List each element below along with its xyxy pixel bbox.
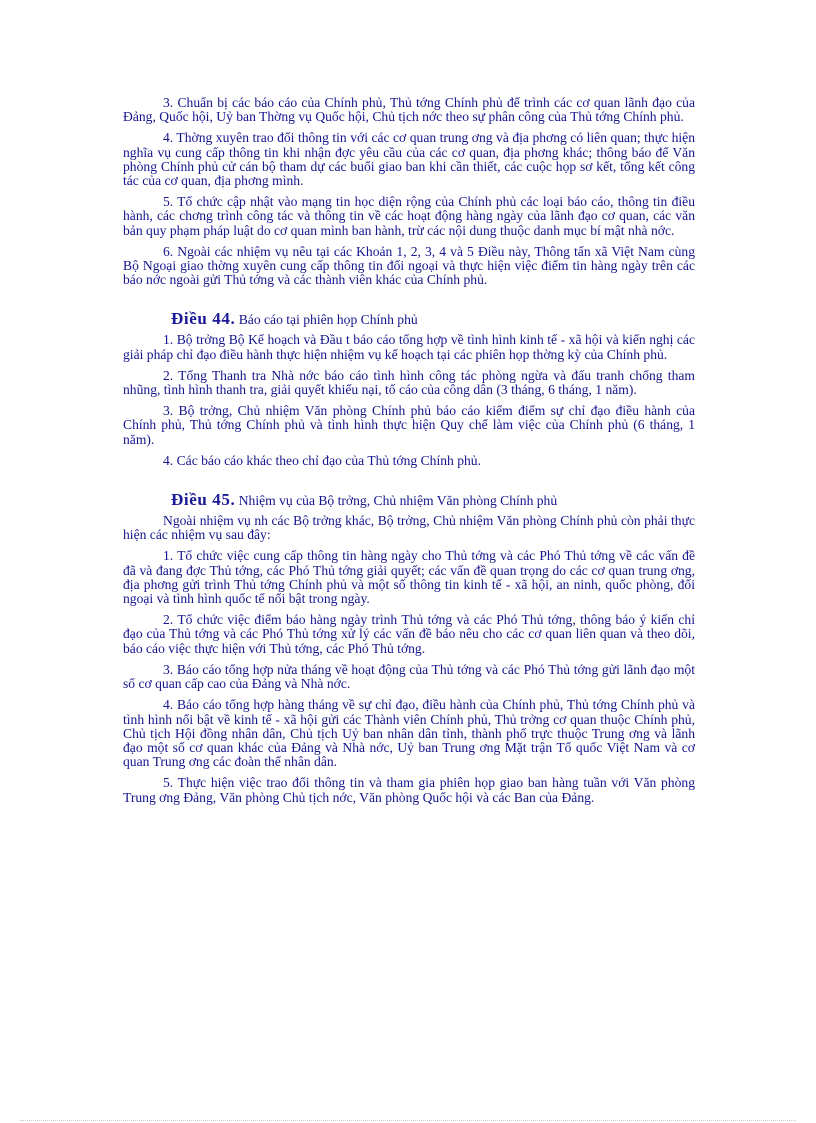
paragraph: 2. Tổ chức việc điểm báo hàng ngày trình Thủ tớng và các Phó Thủ tớng, thông báo ý kiến chỉ đạo của Thủ tớng và các Phó Thủ tớng xử lý các vấn đề báo nêu cho các cơ quan liên quan và theo dõi, báo cáo việc thực hiện với Thủ tớng, các Phó Thủ tớng. xyxy=(123,612,695,656)
paragraph: 6. Ngoài các nhiệm vụ nêu tại các Khoản 1, 2, 3, 4 và 5 Điều này, Thông tấn xã Việt Nam cùng Bộ Ngoại giao thờng xuyên cung cấp thông tin đối ngoại và thực hiện việc điểm tin hàng ngày trên các báo nớc ngoài gửi Thủ tớng và các thành viên khác của Chính phủ. xyxy=(123,243,695,288)
paragraph: 4. Báo cáo tổng hợp hàng tháng về sự chỉ đạo, điều hành của Chính phủ, Thủ tớng Chính phủ và tình hình nổi bật về kinh tế - xã hội gửi các Thành viên Chính phủ, Thủ trởng cơ quan thuộc Chính phủ, Chủ tịch Hội đồng nhân dân, Chủ tịch Uỷ ban nhân dân tỉnh, thành phố trực thuộc Trung ơng và lãnh đạo một số cơ quan khác của Đảng và Nhà nớc, Uỷ ban Trung ơng Mặt trận Tổ quốc Việt Nam và cơ quan Trung ơng các đoàn thể nhân dân. xyxy=(123,697,695,770)
paragraph: 3. Bộ trởng, Chủ nhiệm Văn phòng Chính phủ báo cáo kiểm điểm sự chỉ đạo điều hành của Chính phủ, Thủ tớng Chính phủ và tình hình thực hiện Quy chế làm việc của Chính phủ (6 tháng, 1 năm). xyxy=(123,403,695,447)
paragraph: 5. Thực hiện việc trao đổi thông tin và tham gia phiên họp giao ban hàng tuần với Văn phòng Trung ơng Đảng, Văn phòng Chủ tịch nớc, Văn phòng Quốc hội và các Ban của Đảng. xyxy=(123,775,695,805)
article-title: Báo cáo tại phiên họp Chính phủ xyxy=(238,312,418,328)
paragraph: 5. Tổ chức cập nhật vào mạng tin học diện rộng của Chính phủ các loại báo cáo, thông tin điều hành, các chơng trình công tác và thông tin về các hoạt động hàng ngày của lãnh đạo cơ quan, các văn bản quy phạm pháp luật do cơ quan mình ban hành, trừ các nội dung thuộc danh mục bí mật nhà nớc. xyxy=(123,194,695,238)
paragraph: 4. Thờng xuyên trao đổi thông tin với các cơ quan trung ơng và địa phơng có liên quan; thực hiện nghĩa vụ cung cấp thông tin khi nhận đợc yêu cầu của các cơ quan, địa phơng khác; thông báo để Văn phòng Chính phủ cử cán bộ tham dự các buổi giao ban khi cần thiết, các cuộc họp sơ kết, tổng kết công tác của cơ quan, địa phơng mình. xyxy=(123,130,695,189)
article-title: Nhiệm vụ của Bộ trởng, Chủ nhiệm Văn phòng Chính phủ xyxy=(238,493,558,509)
section-spacer xyxy=(123,475,695,491)
paragraph: Ngoài nhiệm vụ nh các Bộ trởng khác, Bộ trởng, Chủ nhiệm Văn phòng Chính phủ còn phải thực hiện các nhiệm vụ sau đây: xyxy=(123,513,695,543)
page-bottom-divider xyxy=(20,1120,796,1121)
paragraph: 3. Chuẩn bị các báo cáo của Chính phủ, Thủ tớng Chính phủ để trình các cơ quan lãnh đạo của Đảng, Quốc hội, Uỷ ban Thờng vụ Quốc hội, Chủ tịch nớc theo sự phân công của Thủ tớng Chính phủ. xyxy=(123,95,695,125)
article-44-heading xyxy=(123,310,695,329)
article-45-heading xyxy=(123,491,695,510)
article-number: Điều 44. xyxy=(171,309,236,329)
paragraph: 2. Tổng Thanh tra Nhà nớc báo cáo tình hình công tác phòng ngừa và đấu tranh chống tham nhũng, tình hình thanh tra, giải quyết khiếu nại, tố cáo của công dân (3 tháng, 6 tháng, 1 năm). xyxy=(123,367,695,398)
paragraph: 1. Bộ trởng Bộ Kế hoạch và Đầu t báo cáo tổng hợp về tình hình kinh tế - xã hội và kiến nghị các giải pháp chỉ đạo điều hành thực hiện nhiệm vụ kế hoạch tại các phiên họp thờng kỳ của Chính phủ. xyxy=(123,332,695,362)
section-spacer xyxy=(123,294,695,310)
paragraph: 3. Báo cáo tổng hợp nửa tháng về hoạt động của Thủ tớng và các Phó Thủ tớng gửi lãnh đạo một số cơ quan cấp cao của Đảng và Nhà nớc. xyxy=(123,661,695,692)
paragraph: 1. Tổ chức việc cung cấp thông tin hàng ngày cho Thủ tớng và các Phó Thủ tớng về các vấn đề đã và đang đợc Thủ tớng, các Phó Thủ tớng giải quyết; các vấn đề quan trọng do các cơ quan trung ơng, địa phơng gửi trình Thủ tớng Chính phủ và một số thông tin kinh tế - xã hội, an ninh, quốc phòng, đối ngoại và tình hình quốc tế nổi bật trong ngày. xyxy=(123,548,695,607)
article-number: Điều 45. xyxy=(171,490,236,510)
paragraph: 4. Các báo cáo khác theo chỉ đạo của Thủ tớng Chính phủ. xyxy=(163,452,481,468)
document-page xyxy=(123,96,695,812)
